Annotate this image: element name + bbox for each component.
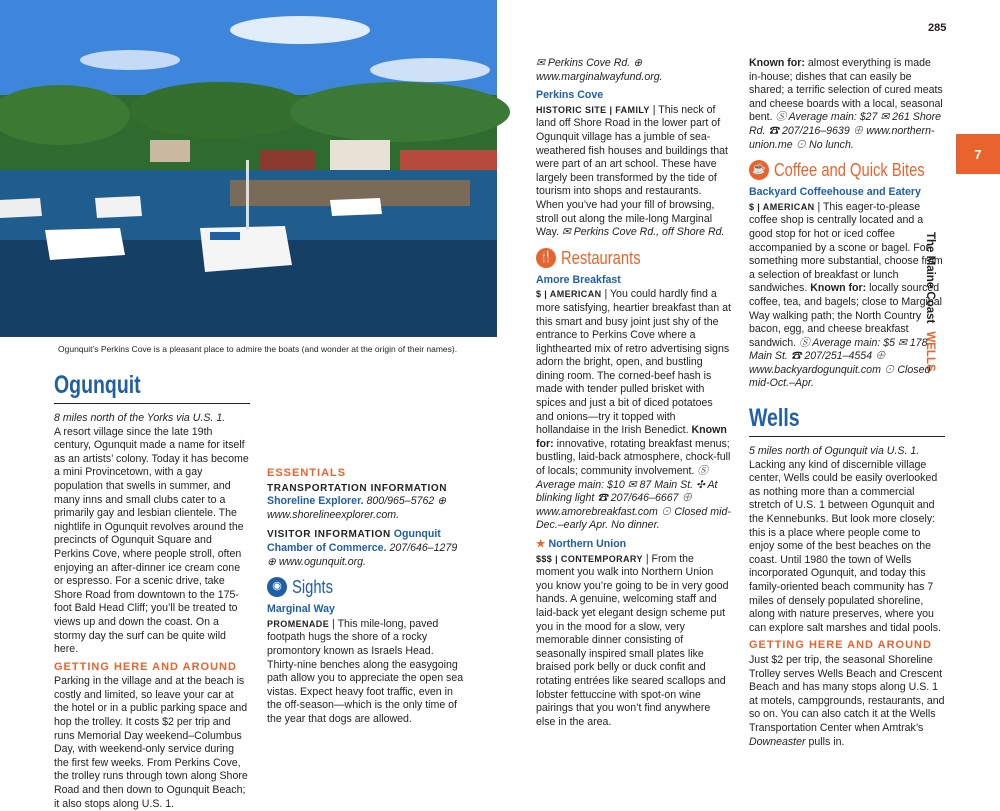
amore-name[interactable]: Amore Breakfast (536, 273, 621, 286)
perkins-cove-address: ✉ Perkins Cove Rd., off Shore Rd. (561, 226, 725, 239)
transport-label: TRANSPORTATION INFORMATION (267, 482, 448, 494)
backyard-known-text: locally sourced coffee, tea, and bagels; close to Marginal Way walking path; the North Country bacon, egg, and cheese breakfast sandwich. (749, 282, 942, 349)
amore-details: Ⓢ Average main: $10 ✉ 87 Main St. ✣ At blinking light ☎ 207/646–6667 ⊕ www.amorebreakfast.com ⊙ Closed mid-Dec.–early Apr. No dinner. (536, 465, 731, 532)
marginal-way-name[interactable]: Marginal Way (267, 603, 335, 616)
star-icon: ★ (536, 538, 546, 550)
transport-info (267, 482, 465, 523)
running-title: The Maine Coast (924, 232, 936, 324)
backyard-known-label: Known for: (810, 282, 867, 295)
ogunquit-title: Ogunquit (54, 371, 141, 399)
northern-union-text: From the moment you walk into Northern Union you know you’re going to be in very good hands. A genuine, welcoming staff and laid-back yet elegant design scheme put you in the mood for a slow, very memorable dinner consisting of seasonally inspired small plates like braised pork belly or duck confit and rotating entrées like seared scallops and lobster fettuccine with spot-on wine pairings that you won’t find anywhere else in the area. (536, 552, 729, 728)
wells-getting-before: Just $2 per trip, the seasonal Shoreline Trolley serves Wells Beach and Crescent Beach and has many stops along U.S. 1 at motels, campgrounds, restaurants, and so on. You can also catch it at the Wells Transportation Center when Amtrak’s (749, 653, 945, 734)
backyard-entry: $ | AMERICAN | This eager-to-please coffee shop is centrally located and a good stop for hot or iced coffee accompanied by a scone or bagel. For something more substantial, choose from a selection of breakfast or lunch sandwiches. Known for: locally sourced coffee, tea, and bagels; close to Marginal Way walking path; the North Country bacon, egg, and cheese breakfast sandwich. Ⓢ Average main: $5 ✉ 178 Main St. ☎ 207/251–4554 ⊕ www.backyardogunquit.com ⊙ Closed mid-Oct.–Apr. (749, 200, 943, 390)
amore-text: You could hardly find a more satisfying, heartier breakfast than at this smart and busy joint just shy of the entrance to Perkins Cove where a lighthearted mix of retro advertising signs adorn the bright, open, and bustling dining room. The corned-beef hash is made with tender pulled brisket with spices and just a bit of diced potatoes and onions—try it topped with hollandaise in the Irish Benedict. (536, 288, 731, 437)
coffee-label: Coffee and Quick Bites (774, 160, 925, 181)
visitor-label: VISITOR INFORMATION (267, 529, 391, 541)
column-2 (267, 371, 465, 725)
northern-union-entry: $$$ | CONTEMPORARY | From the moment you walk into Northern Union you know you’re going to be in very good hands. A genuine, welcoming staff and laid-back yet elegant design scheme put you in the mood for a slow, very memorable dinner consisting of seasonally inspired small plates like braised pork belly or duck confit and rotating entrées like seared scallops and lobster fettuccine with spot-on wine pairings that you won’t find anywhere else in the area. (536, 552, 729, 728)
coffee-heading (749, 160, 945, 180)
amore-entry: $ | AMERICAN | You could hardly find a more satisfying, heartier breakfast than at this smart and busy joint just shy of the entrance to Perkins Cove where a lighthearted mix of retro advertising signs adorn the bright, open, and bustling dining room. The corned-beef hash is made with tender pulled brisket with spices and just a bit of diced potatoes and onions—try it topped with hollandaise in the Irish Benedict. Known for: innovative, rotating breakfast menus; bustling, laid-back atmosphere, chock-full of locals; community involvement. Ⓢ Average main: $10 ✉ 87 Main St. ✣ At blinking light ☎ 207/646–6667 ⊕ www.amorebreakfast.com ⊙ Closed mid-Dec.–early Apr. No dinner. (536, 288, 731, 532)
marginal-way-entry: PROMENADE | This mile-long, paved footpath hugs the shore of a rocky promontory known as Israels Head. Thirty-nine benches along the easygoing path allow you to appreciate the open sea vistas. Expect heavy foot traffic, even in the off-season—which is the only time of the year that dogs are allowed. (267, 617, 464, 725)
backyard-tag: $ | AMERICAN (749, 201, 815, 212)
photo-caption: Ogunquit’s Perkins Cove is a pleasant place to admire the boats (and wonder at the origin of their names). (58, 344, 458, 354)
backyard-text: This eager-to-please coffee shop is centrally located and a good stop for hot or iced coffee accompanied by a scone or bagel. For something more substantial, choose from a selection of breakfast or lunch sandwiches. (749, 200, 943, 295)
coffee-cup-icon: ☕ (749, 160, 769, 180)
wells-getting-after: pulls in. (808, 735, 845, 748)
amore-tag: $ | AMERICAN (536, 289, 602, 300)
wells-getting-text (749, 654, 945, 749)
ogunquit-subtitle: 8 miles north of the Yorks via U.S. 1. (54, 412, 226, 424)
restaurants-heading (536, 248, 732, 268)
northern-union-heading[interactable] (536, 538, 732, 552)
perkins-cove-tag: HISTORIC SITE | FAMILY (536, 104, 650, 115)
ogunquit-intro: A resort village since the late 19th century, Ogunquit made a name for itself as an artists’ colony. Today it has become a mini Provincetown, with a gay population that swells in summer, and many inns and small clubs cater to a primarily gay and lesbian clientele. The nightlife in Ogunquit revolves around the precincts of Ogunquit Square and Perkins Cove, where people stroll, often enjoying an after-dinner ice cream cone or espresso. For a scenic drive, take Shore Road from downtown to the 175-foot Bald Head Cliff; you’ll be treated to views up and down the coast. On a stormy day the surf can be quite wild here. (54, 425, 249, 656)
visitor-name[interactable]: Ogunquit Chamber of Commerce. (267, 528, 441, 554)
sights-label: Sights (292, 577, 334, 598)
northern-union-known-text: almost everything is made in-house; dishes that can easily be shared; a terrific selection of cured meats and cheese boards with a local, seasonal bent. (749, 57, 943, 124)
essentials-heading: ESSENTIALS (267, 467, 347, 479)
getting-here-heading: GETTING HERE AND AROUND (54, 660, 237, 673)
northern-union-tag: $$$ | CONTEMPORARY (536, 553, 643, 564)
backyard-name[interactable]: Backyard Coffeehouse and Eatery (749, 186, 921, 199)
title-rule (749, 436, 945, 437)
wells-title: Wells (749, 404, 800, 433)
wells-getting-heading: GETTING HERE AND AROUND (749, 639, 932, 652)
marginal-way-address: ✉ Perkins Cove Rd. ⊕ www.marginalwayfund.org. (536, 57, 663, 83)
column-1 (54, 370, 250, 810)
getting-here-text: Parking in the village and at the beach is costly and limited, so leave your car at the hotel or in a public parking space and hop the trolley. It costs $2 per trip and runs Memorial Day weekend–Columbus Day, with weekend-only service during the first few weeks. From Perkins Cove, the trolley runs through town along Shore Road and then down to Ogunquit Beach; it also stops along U.S. 1. (54, 675, 248, 810)
title-rule (54, 403, 250, 404)
wells-getting-italic: Downeaster (749, 735, 806, 748)
marginal-way-tag: PROMENADE (267, 618, 330, 629)
perkins-cove-entry: HISTORIC SITE | FAMILY | This neck of land off Shore Road in the lower part of Ogunquit village has a jumble of sea-weathered fish houses and buildings that were part of an art school. These have largely been transformed by the tide of tourism into shops and restaurants. When you’ve had your fill of browsing, stroll out along the mile-long Marginal Way. ✉ Perkins Cove Rd., off Shore Rd. (536, 103, 728, 239)
page-number: 285 (928, 22, 947, 34)
restaurants-label: Restaurants (561, 247, 641, 268)
marginal-way-text: This mile-long, paved footpath hugs the shore of a rocky promontory known as Israels Head. Thirty-nine benches along the easygoing path allow you to appreciate the open sea vistas. Expect heavy foot traffic, even in the off-season—which is the only time of the year that dogs are allowed. (267, 617, 464, 725)
perkins-cove-photo (0, 0, 497, 337)
northern-union-details: Ⓢ Average main: $27 ✉ 261 Shore Rd. ☎ 207/216–9639 ⊕ www.northern-union.me ⊙ No lunch. (749, 111, 942, 151)
backyard-details: Ⓢ Average main: $5 ✉ 178 Main St. ☎ 207/251–4554 ⊕ www.backyardogunquit.com ⊙ Closed mid-Oct.–Apr. (749, 336, 931, 390)
perkins-cove-name[interactable]: Perkins Cove (536, 89, 604, 102)
wells-intro: Lacking any kind of discernible village center, Wells could be easily overlooked as nothing more than a commercial stretch of U.S. 1 between Ogunquit and the Kennebunks. But look more closely: this is a place where people come to enjoy some of the best beaches on the coast. Until 1980 the town of Wells incorporated Ogunquit, and today this family-oriented beach community has 7 miles of densely populated shoreline, along with nature preserves, where you can explore salt marshes and tidal pools. (749, 458, 941, 634)
running-section: WELLS (924, 331, 936, 372)
northern-union-name: Northern Union (548, 538, 627, 550)
amore-known-label: Known for: (536, 424, 727, 450)
wells-subtitle: 5 miles north of Ogunquit via U.S. 1. (749, 445, 920, 458)
harbor-scene (0, 0, 497, 337)
transport-details: 800/965–5762 ⊕ www.shorelineexplorer.com. (267, 495, 447, 521)
sights-heading (267, 577, 465, 597)
eye-icon: ◉ (267, 577, 287, 597)
column-3 (536, 57, 732, 728)
chapter-tab[interactable]: 7 (956, 134, 1000, 174)
perkins-cove-text: This neck of land off Shore Road in the lower part of Ogunquit village has a jumble of sea-weathered fish houses and buildings that were part of an art school. These have largely been transformed by the tide of tourism into shops and restaurants. When you’ve had your fill of browsing, stroll out along the mile-long Marginal Way. (536, 103, 728, 239)
transport-name[interactable]: Shoreline Explorer. (267, 495, 364, 508)
amore-known-text: innovative, rotating breakfast menus; bustling, laid-back atmosphere, chock-full of locals; community involvement. (536, 437, 731, 478)
northern-union-cont (749, 57, 945, 152)
column-4 (749, 57, 945, 749)
visitor-details: 207/646–1279 ⊕ www.ogunquit.org. (267, 541, 458, 568)
visitor-info (267, 528, 465, 569)
northern-union-known-label: Known for: (749, 57, 805, 69)
utensils-icon: 🍴 (536, 248, 556, 268)
